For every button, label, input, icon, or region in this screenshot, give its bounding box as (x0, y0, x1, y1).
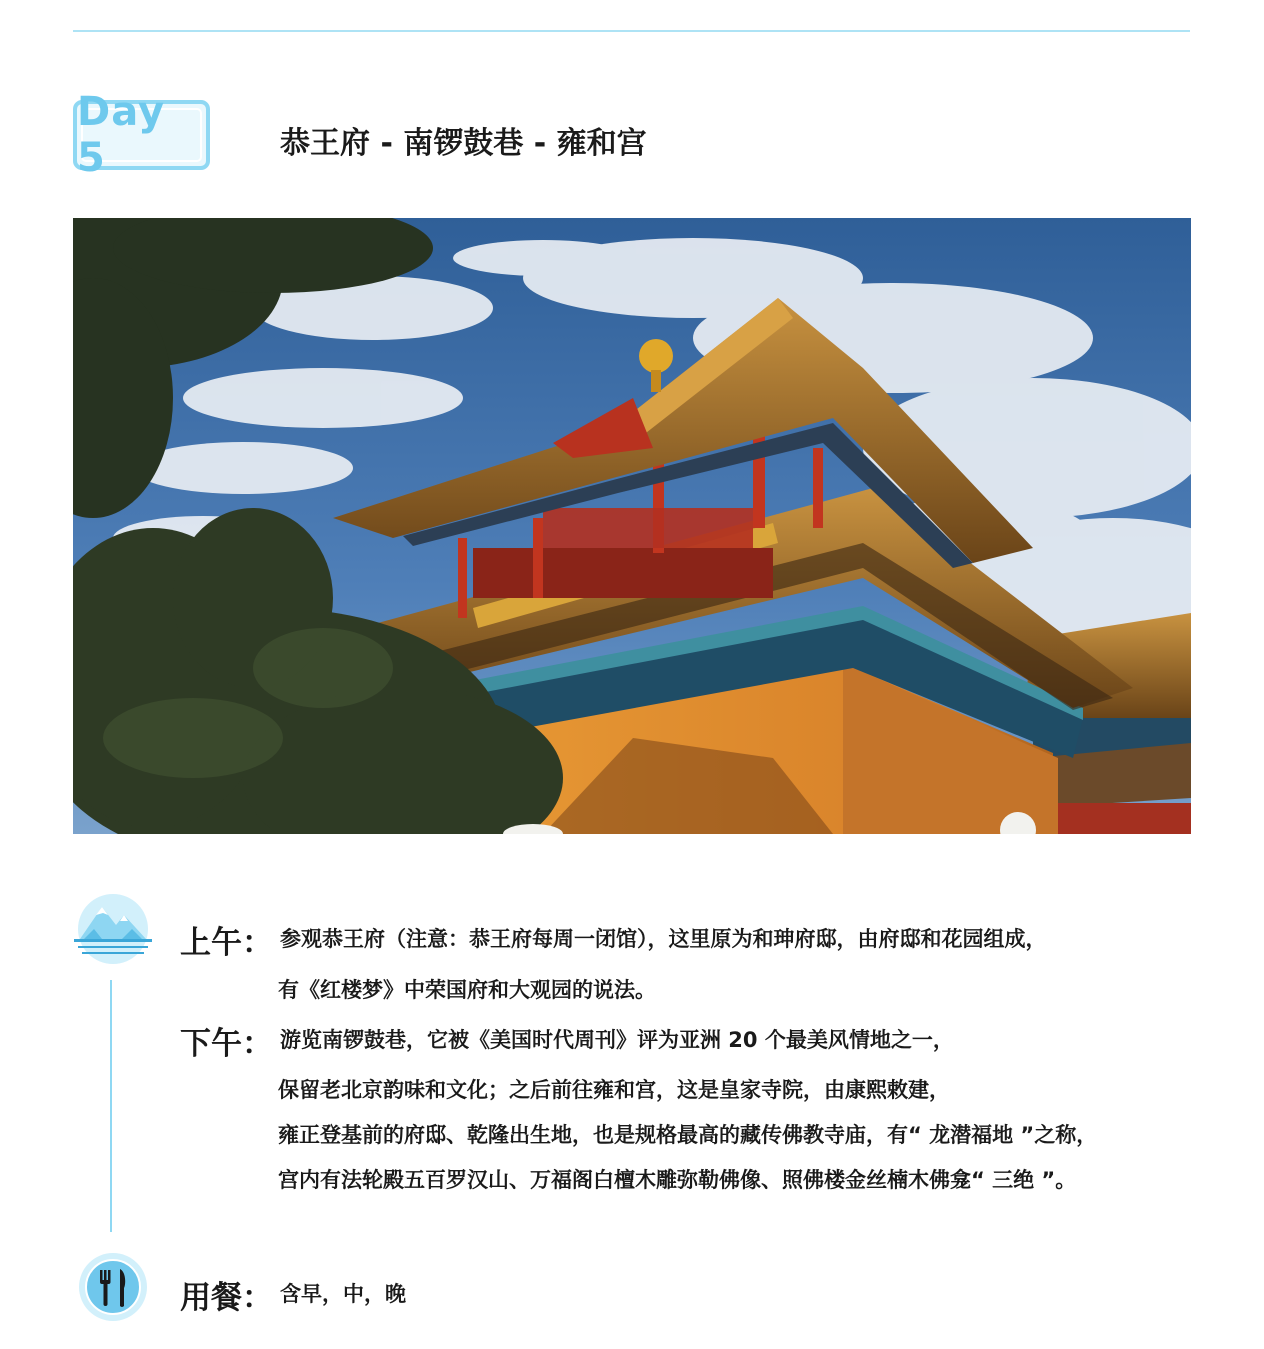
route-title: 恭王府 - 南锣鼓巷 - 雍和宫 (280, 126, 647, 161)
afternoon-label: 下午： (180, 1026, 273, 1062)
meals-label: 用餐： (180, 1280, 273, 1316)
day-badge (73, 89, 210, 181)
morning-line-2: 有《红楼梦》中荣国府和大观园的说法。 (278, 978, 656, 1002)
meals-value: 含早，中，晚 (280, 1282, 406, 1306)
day-label: Day 5 (77, 89, 166, 181)
palace-photo-illustration (73, 218, 1191, 834)
top-divider (73, 30, 1190, 32)
morning-line-1: 参观恭王府（注意：恭王府每周一闭馆），这里原为和珅府邸，由府邸和花园组成， (280, 927, 1047, 951)
morning-label: 上午： (180, 925, 273, 961)
fork-knife-icon (78, 1252, 148, 1322)
afternoon-line-1: 游览南锣鼓巷，它被《美国时代周刊》评为亚洲 20 个最美风情地之一， (280, 1028, 954, 1052)
mountain-icon (72, 893, 154, 967)
afternoon-line-3: 雍正登基前的府邸、乾隆出生地，也是规格最高的藏传佛教寺庙，有“ 龙潜福地 ”之称， (278, 1123, 1098, 1147)
timeline-connector (110, 980, 112, 1232)
afternoon-line-2: 保留老北京韵味和文化；之后前往雍和宫，这是皇家寺院，由康熙敕建， (278, 1078, 950, 1102)
palace-photo (73, 218, 1191, 834)
afternoon-line-4: 宫内有法轮殿五百罗汉山、万福阁白檀木雕弥勒佛像、照佛楼金丝楠木佛龛“ 三绝 ”。 (278, 1168, 1077, 1192)
